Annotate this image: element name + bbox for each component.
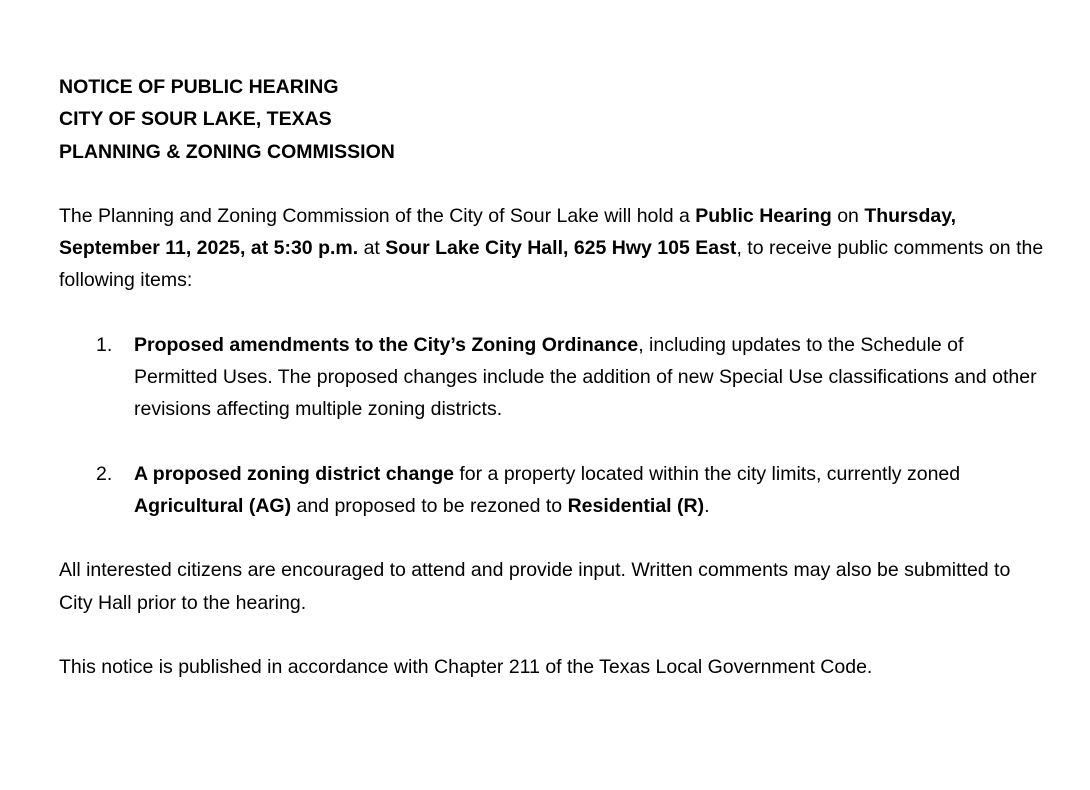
list-item: 2. A proposed zoning district change for a property located within the city limits, currently zoned Agricultural (AG) and proposed to be rezoned to Residential (R).	[59, 458, 1049, 523]
list-item-number: 1.	[96, 333, 113, 356]
list-item: 1. Proposed amendments to the City’s Zoning Ordinance, including updates to the Schedule of Permitted Uses. The proposed changes include the addition of new Special Use classifications and other revisions affecting multiple zoning districts.	[59, 329, 1049, 426]
closing-paragraph: All interested citizens are encouraged to attend and provide input. Written comments may also be submitted to City Hall prior to the hearing.	[59, 559, 1011, 614]
list-item-title: Proposed amendments to the City’s Zoning Ordinance	[134, 333, 639, 356]
hearing-items-list	[59, 329, 1049, 522]
city-name: CITY OF SOUR LAKE, TEXAS	[59, 108, 332, 131]
hearing-location: Sour Lake City Hall, 625 Hwy 105 East	[385, 237, 737, 260]
current-zoning: Agricultural (AG)	[134, 494, 292, 517]
hearing-date: Thursday, September 11, 2025, at 5:30 p.m.	[59, 204, 957, 260]
list-item-title: A proposed zoning district change	[134, 462, 454, 485]
footer-paragraph: This notice is published in accordance with Chapter 211 of the Texas Local Government Code.	[59, 655, 873, 678]
intro-paragraph: The Planning and Zoning Commission of the City of Sour Lake will hold a Public Hearing on Thursday, September 11, 2025, at 5:30 p.m. at Sour Lake City Hall, 625 Hwy 105 East, to receive public comments on the following items:	[59, 204, 1044, 292]
commission-name: PLANNING & ZONING COMMISSION	[59, 140, 395, 163]
list-item-number: 2.	[96, 462, 113, 485]
proposed-zoning: Residential (R)	[567, 494, 705, 517]
public-hearing-text: Public Hearing	[695, 204, 832, 227]
notice-document	[59, 71, 1049, 715]
notice-title: NOTICE OF PUBLIC HEARING	[59, 76, 339, 98]
notice-header	[59, 71, 1049, 168]
